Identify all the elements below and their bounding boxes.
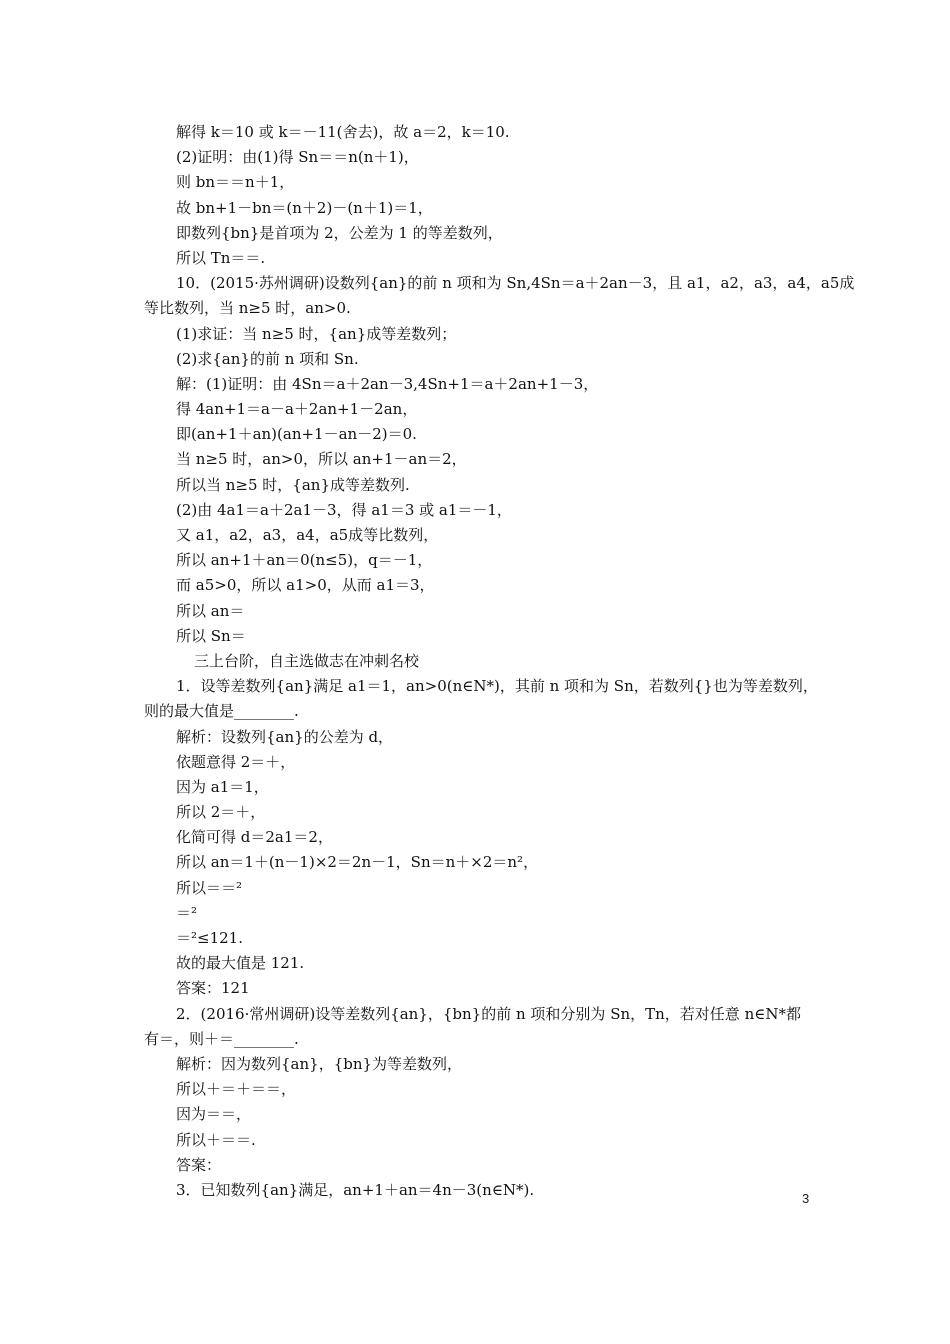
text-line: 当 n≥5 时，an>0，所以 an+1－an＝2， <box>176 450 467 469</box>
text-line: 3．已知数列{an}满足，an+1＋an＝4n－3(n∈N*). <box>176 1180 535 1199</box>
text-line: 而 a5>0，所以 a1>0，从而 a1＝3， <box>176 576 435 595</box>
text-line: 所以 an＝ <box>176 601 245 620</box>
text-line: 等比数列，当 n≥5 时，an>0. <box>144 299 351 318</box>
text-line: 答案： <box>176 1155 222 1174</box>
document-body <box>144 120 855 1203</box>
text-line: 10．(2015·苏州调研)设数列{an}的前 n 项和为 Sn,4Sn＝a＋2an－3，且 a1，a2，a3，a4，a5成 <box>176 274 855 293</box>
text-line: 所以 Tn＝＝. <box>176 248 266 267</box>
text-line: 所以 2＝＋， <box>176 803 266 822</box>
text-line: 解析：因为数列{an}，{bn}为等差数列， <box>176 1054 463 1073</box>
text-line: 故的最大值是 121. <box>176 954 305 973</box>
text-line: 所以＋＝＝. <box>176 1130 256 1149</box>
text-line: 2．(2016·常州调研)设等差数列{an}，{bn}的前 n 项和分别为 Sn，Tn，若对任意 n∈N*都 <box>176 1004 801 1023</box>
page-number: 3 <box>802 1191 810 1206</box>
text-line: 即数列{bn}是首项为 2，公差为 1 的等差数列， <box>176 223 503 242</box>
section-heading: 三上台阶，自主选做志在冲刺名校 <box>194 651 420 670</box>
text-line: (2)求{an}的前 n 项和 Sn. <box>176 349 359 368</box>
text-line: (2)证明：由(1)得 Sn＝＝n(n＋1)， <box>176 148 419 167</box>
text-line: 化简可得 d＝2a1＝2， <box>176 828 333 847</box>
text-line: 答案：121 <box>176 979 250 998</box>
text-line: 则的最大值是________. <box>144 702 299 721</box>
text-line: 故 bn+1－bn＝(n＋2)－(n＋1)＝1， <box>176 198 433 217</box>
text-line: 因为＝＝， <box>176 1105 252 1124</box>
text-line: 所以＋＝＋＝＝， <box>176 1080 297 1099</box>
text-line: 所以当 n≥5 时，{an}成等差数列. <box>176 475 410 494</box>
text-line: (1)求证：当 n≥5 时，{an}成等差数列； <box>176 324 457 343</box>
text-line: (2)由 4a1＝a＋2a1－3，得 a1＝3 或 a1＝－1， <box>176 500 512 519</box>
text-line: 得 4an+1＝a－a＋2an+1－2an， <box>176 400 418 419</box>
text-line: ＝² <box>176 903 198 922</box>
text-line: ＝²≤121. <box>176 929 243 947</box>
text-line: 所以 Sn＝ <box>176 626 246 645</box>
text-line: 依题意得 2＝＋， <box>176 752 296 771</box>
text-line: 1．设等差数列{an}满足 a1＝1，an>0(n∈N*)，其前 n 项和为 Sn，若数列{}也为等差数列， <box>176 677 818 696</box>
text-line: 即(an+1＋an)(an+1－an－2)＝0. <box>176 425 417 444</box>
text-line: 所以＝＝² <box>176 878 243 897</box>
text-line: 有＝，则＋＝________. <box>144 1029 299 1048</box>
text-line: 则 bn＝＝n＋1， <box>176 173 295 192</box>
text-line: 又 a1，a2，a3，a4，a5成等比数列， <box>176 526 439 544</box>
text-line: 解：(1)证明：由 4Sn＝a＋2an－3,4Sn+1＝a＋2an+1－3， <box>176 374 599 393</box>
text-line: 解得 k＝10 或 k＝－11(舍去)，故 a＝2，k＝10. <box>176 123 510 141</box>
text-line: 解析：设数列{an}的公差为 d， <box>176 727 394 746</box>
text-line: 所以 an+1＋an＝0(n≤5)，q＝－1， <box>176 551 433 570</box>
text-line: 因为 a1＝1， <box>176 777 269 796</box>
text-line: 所以 an＝1＋(n－1)×2＝2n－1，Sn＝n＋×2＝n²， <box>176 853 539 872</box>
